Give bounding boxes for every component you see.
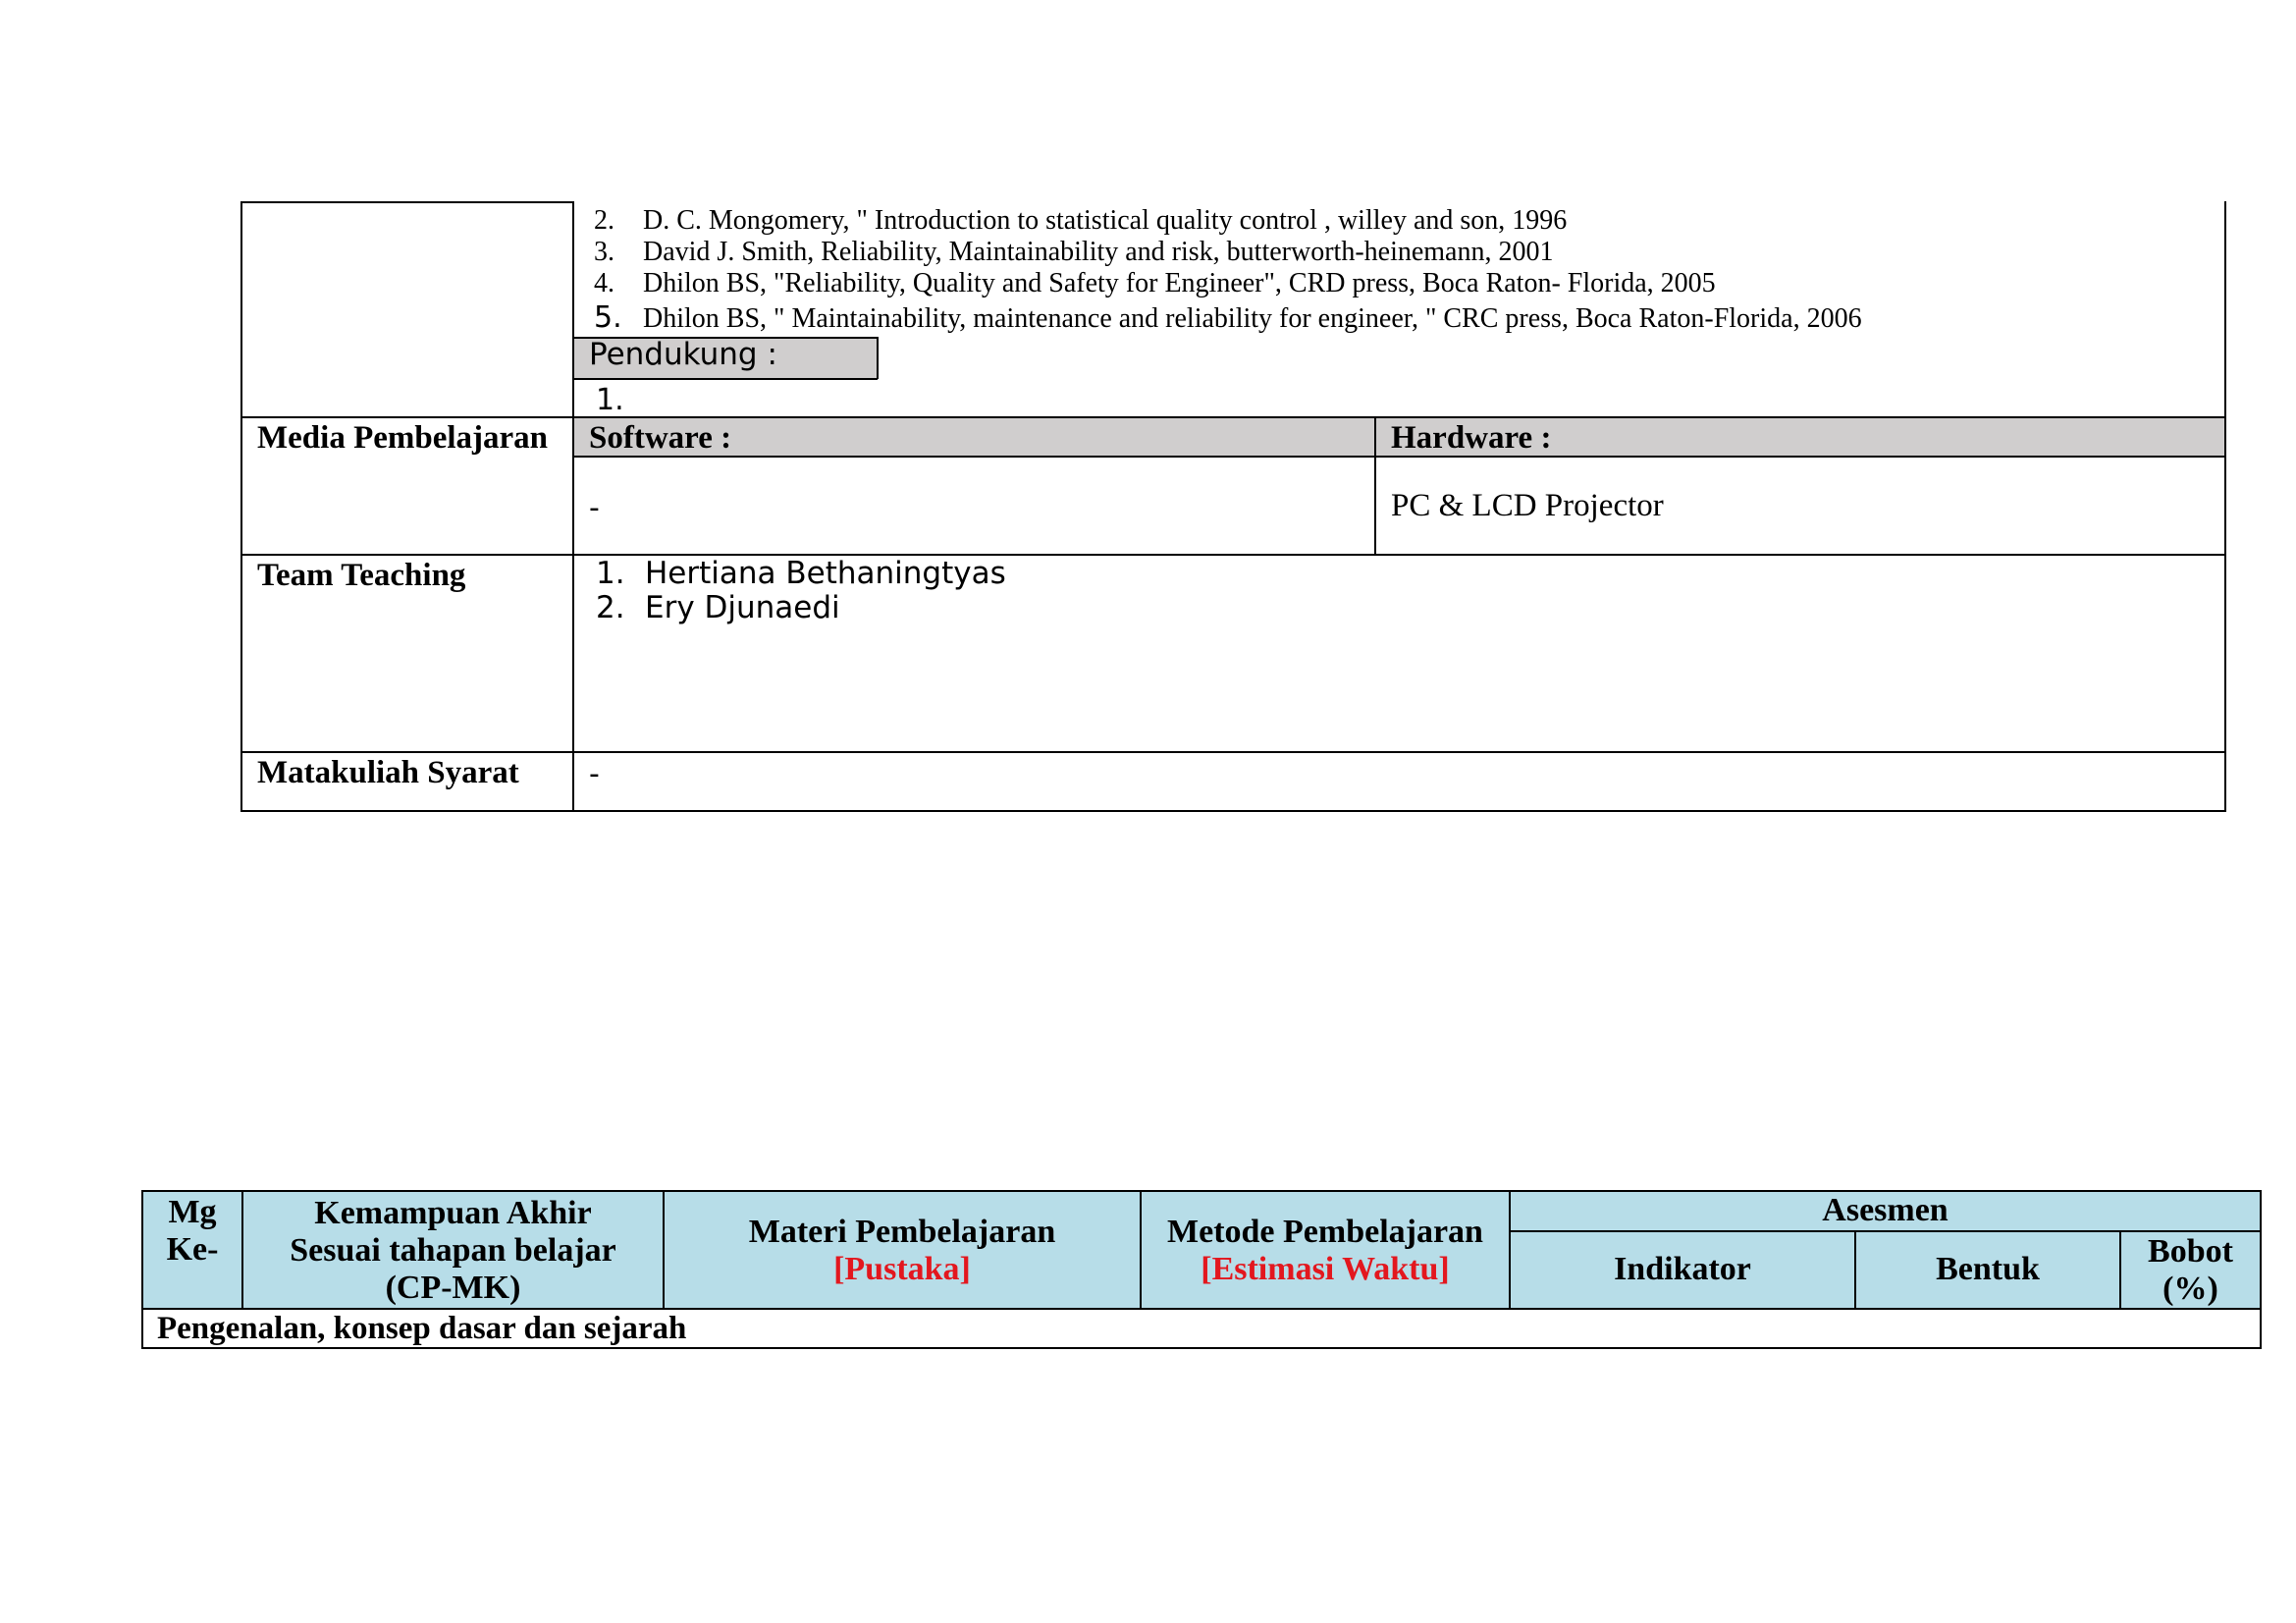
software-value: -	[589, 491, 600, 525]
weight-column-header: Bobot (%)	[2148, 1233, 2233, 1307]
reference-item: 3. David J. Smith, Reliability, Maintainability and risk, butterworth-heinemann, 2001	[594, 237, 1554, 267]
team-member: 1. Hertiana Bethaningtyas	[596, 556, 1006, 591]
reference-item: 4. Dhilon BS, "Reliability, Quality and Safety for Engineer", CRD press, Boca Raton- Florida, 2005	[594, 268, 1716, 298]
pendukung-item-number: 1.	[596, 383, 624, 417]
software-header: Software :	[589, 420, 732, 456]
team-member: 2. Ery Djunaedi	[596, 590, 840, 625]
reference-item: 5. Dhilon BS, " Maintainability, maintenance and reliability for engineer, " CRC press, Boca Raton-Florida, 2006	[594, 300, 1862, 335]
media-label: Media Pembelajaran	[257, 420, 549, 456]
pendukung-label: Pendukung :	[589, 337, 777, 372]
week-column-header: Mg Ke-	[166, 1194, 219, 1268]
form-column-header: Bentuk	[1936, 1251, 2040, 1287]
indicator-column-header: Indikator	[1614, 1251, 1751, 1287]
prerequisite-value: -	[589, 757, 600, 791]
section-row-title: Pengenalan, konsep dasar dan sejarah	[157, 1311, 687, 1346]
reference-item: 2. D. C. Mongomery, " Introduction to statistical quality control , willey and son, 1996	[594, 205, 1568, 236]
ability-column-header: Kemampuan Akhir Sesuai tahapan belajar (CP-MK)	[290, 1195, 616, 1306]
team-label: Team Teaching	[257, 558, 466, 593]
material-column-header: Materi Pembelajaran [Pustaka]	[748, 1214, 1056, 1287]
hardware-value: PC & LCD Projector	[1391, 488, 1664, 523]
method-column-header: Metode Pembelajaran [Estimasi Waktu]	[1167, 1214, 1483, 1287]
assessment-column-header: Asesmen	[1822, 1192, 1949, 1228]
prerequisite-label: Matakuliah Syarat	[257, 755, 519, 790]
hardware-header: Hardware :	[1391, 420, 1552, 456]
